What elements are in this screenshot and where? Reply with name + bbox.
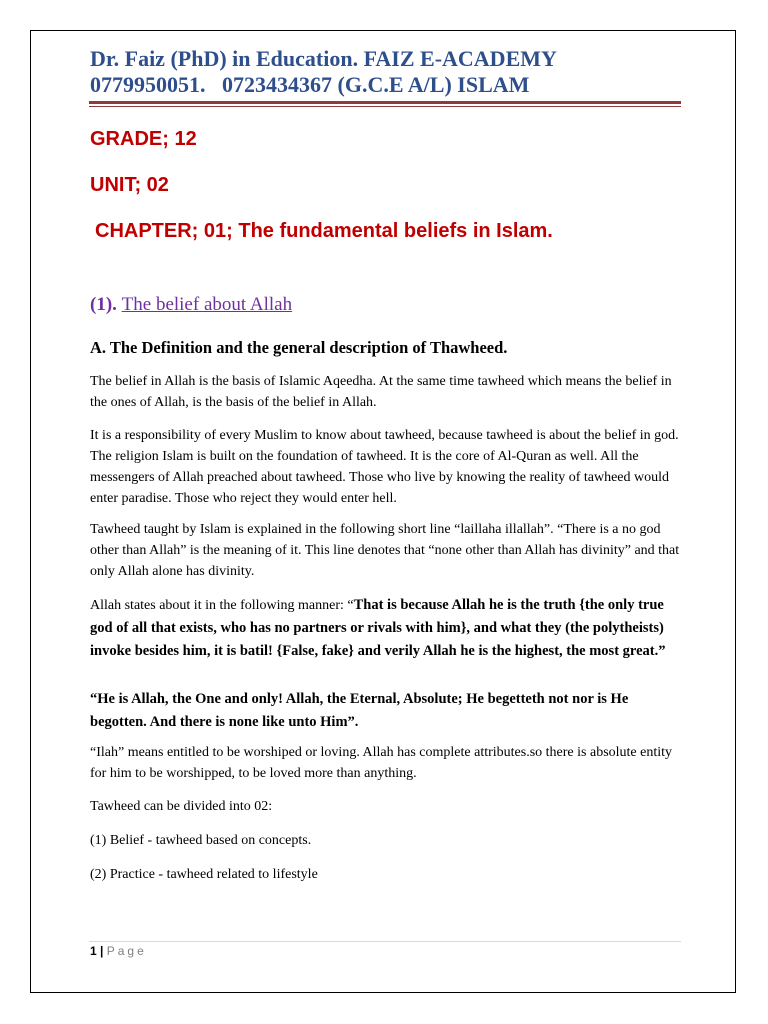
paragraph-4 [90, 594, 680, 663]
page-number: 1 [90, 944, 97, 958]
page-footer [90, 944, 147, 958]
section-title-link[interactable]: The belief about Allah [121, 294, 293, 315]
footer-separator: | [96, 944, 107, 958]
paragraph-3: Tawheed taught by Islam is explained in the following short line “laillaha illallah”. “There is a no god other than Allah” is the meaning of it. This line denotes that “none other than Allah has divinity” and that only Allah alone has divinity. [90, 522, 680, 579]
paragraph-1: The belief in Allah is the basis of Islamic Aqeedha. At the same time tawheed which means the belief in the ones of Allah, is the basis of the belief in Allah. [90, 374, 672, 410]
footer-rule [89, 941, 681, 942]
section-title [90, 294, 292, 316]
paragraph-7: Tawheed can be divided into 02: [90, 799, 273, 814]
paragraph-6: “Ilah” means entitled to be worshiped or loving. Allah has complete attributes.so there is absolute entity for him to be worshipped, to be loved more than anything. [90, 745, 673, 781]
list-item-1: (1) Belief - tawheed based on concepts. [90, 833, 312, 848]
header-rule-thin [89, 106, 681, 107]
paragraph-5-quote: “He is Allah, the One and only! Allah, the Eternal, Absolute; He begetteth not nor is He begotten. And there is none like unto Him”. [90, 691, 629, 730]
header-line-2: 0779950051. 0723434367 (G.C.E A/L) ISLAM [90, 72, 530, 97]
section-number: (1). [90, 294, 122, 315]
paragraph-2: It is a responsibility of every Muslim to know about tawheed, because tawheed is about the belief in god. The religion Islam is built on the foundation of tawheed. It is the core of Al-Quran as well. All the messengers of Allah preached about tawheed. Those who live by knowing the reality of tawheed would enter paradise. Those who reject they would enter hell. [90, 428, 679, 506]
paragraph-4-intro: Allah states about it in the following manner: “ [90, 598, 354, 613]
unit-heading: UNIT; 02 [90, 174, 169, 196]
header-line-1: Dr. Faiz (PhD) in Education. FAIZ E-ACADEMY [90, 46, 557, 71]
paragraph-4-quote: That is because Allah he is the truth {the only true god of all that exists, who has no partners or rivals with him}, and what they (the polytheists) invoke besides him, it is batil! {False, fake} and verily Allah he is the highest, the most great.” [90, 597, 666, 659]
list-item-2: (2) Practice - tawheed related to lifestyle [90, 867, 318, 882]
document-header [90, 46, 690, 98]
subheading: A. The Definition and the general description of Thawheed. [90, 338, 508, 357]
page-word: Page [106, 944, 147, 958]
chapter-heading: CHAPTER; 01; The fundamental beliefs in Islam. [95, 220, 553, 242]
header-rule-thick [89, 101, 681, 104]
grade-heading: GRADE; 12 [90, 128, 197, 150]
